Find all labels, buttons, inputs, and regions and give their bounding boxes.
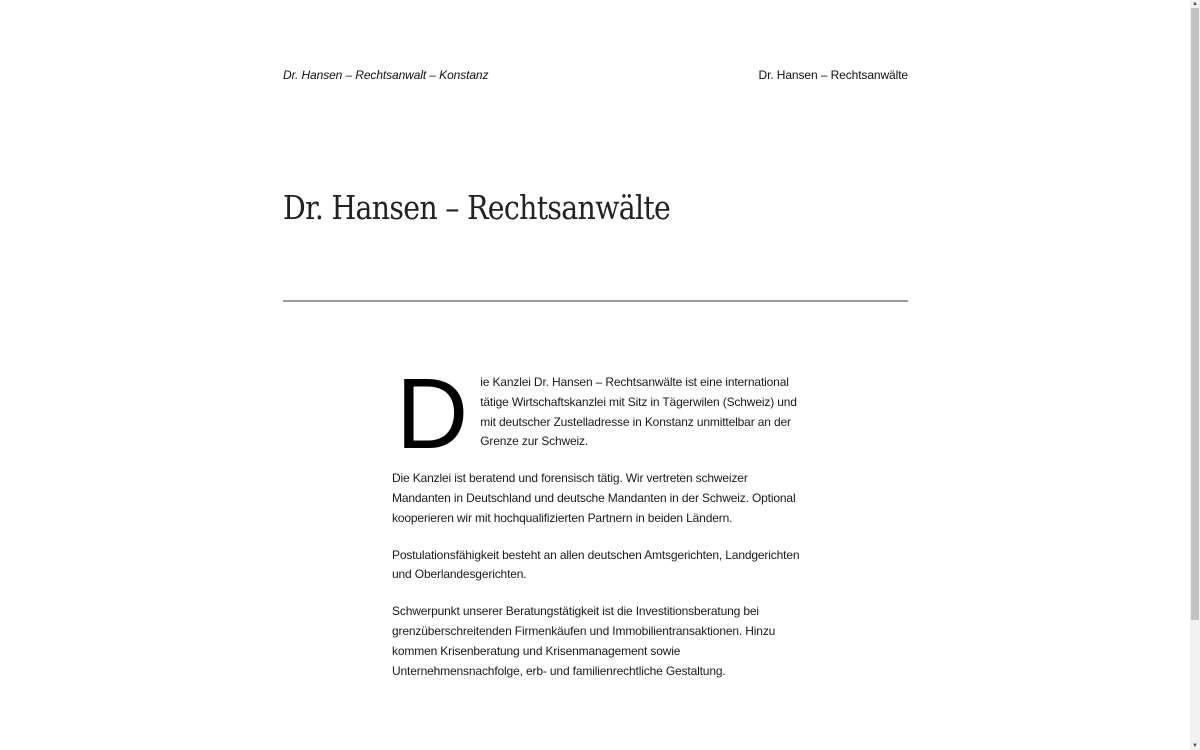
main-content bbox=[392, 358, 802, 698]
scroll-up-arrow-icon[interactable]: ▲ bbox=[1192, 1, 1198, 7]
site-header bbox=[283, 68, 908, 82]
separator bbox=[283, 300, 908, 302]
paragraph-intro-text: ie Kanzlei Dr. Hansen – Rechtsanwälte ist eine international tätige Wirtschaftskanzlei mit Sitz in Tägerwilen (Schweiz) und mit deutscher Zustelladresse in Konstanz unmittelbar an der Grenze zur Schweiz. bbox=[480, 375, 797, 449]
paragraph-focus: Schwerpunkt unserer Beratungstätigkeit ist die Investitionsberatung bei grenzüberschreitenden Firmenkäufen und Immobilientransaktionen. Hinzu kommen Krisenberatung und Krisenmanagement sowie Unternehmensnachfolge, erb- und familienrechtliche Gestaltung. bbox=[392, 604, 776, 678]
page-title: Dr. Hansen – Rechtsanwälte bbox=[283, 188, 671, 227]
drop-cap: D bbox=[396, 358, 469, 470]
site-title-link[interactable]: Dr. Hansen – Rechtsanwalt – Konstanz bbox=[283, 68, 489, 82]
scroll-thumb[interactable] bbox=[1191, 8, 1199, 620]
nav-link-home[interactable]: Dr. Hansen – Rechtsanwälte bbox=[758, 68, 908, 82]
paragraph-postulation: Postulationsfähigkeit besteht an allen deutschen Amtsgerichten, Landgerichten und Oberlandesgerichten. bbox=[392, 547, 800, 582]
vertical-scrollbar[interactable] bbox=[1190, 0, 1200, 750]
paragraph-intro bbox=[392, 358, 802, 470]
paragraph-services: Die Kanzlei ist beratend und forensisch tätig. Wir vertreten schweizer Mandanten in Deutschland und deutsche Mandanten in der Schweiz. Optional kooperieren wir mit hochqualifizierten Partnern in beiden Ländern. bbox=[392, 471, 796, 525]
scroll-down-arrow-icon[interactable]: ▼ bbox=[1192, 743, 1198, 749]
